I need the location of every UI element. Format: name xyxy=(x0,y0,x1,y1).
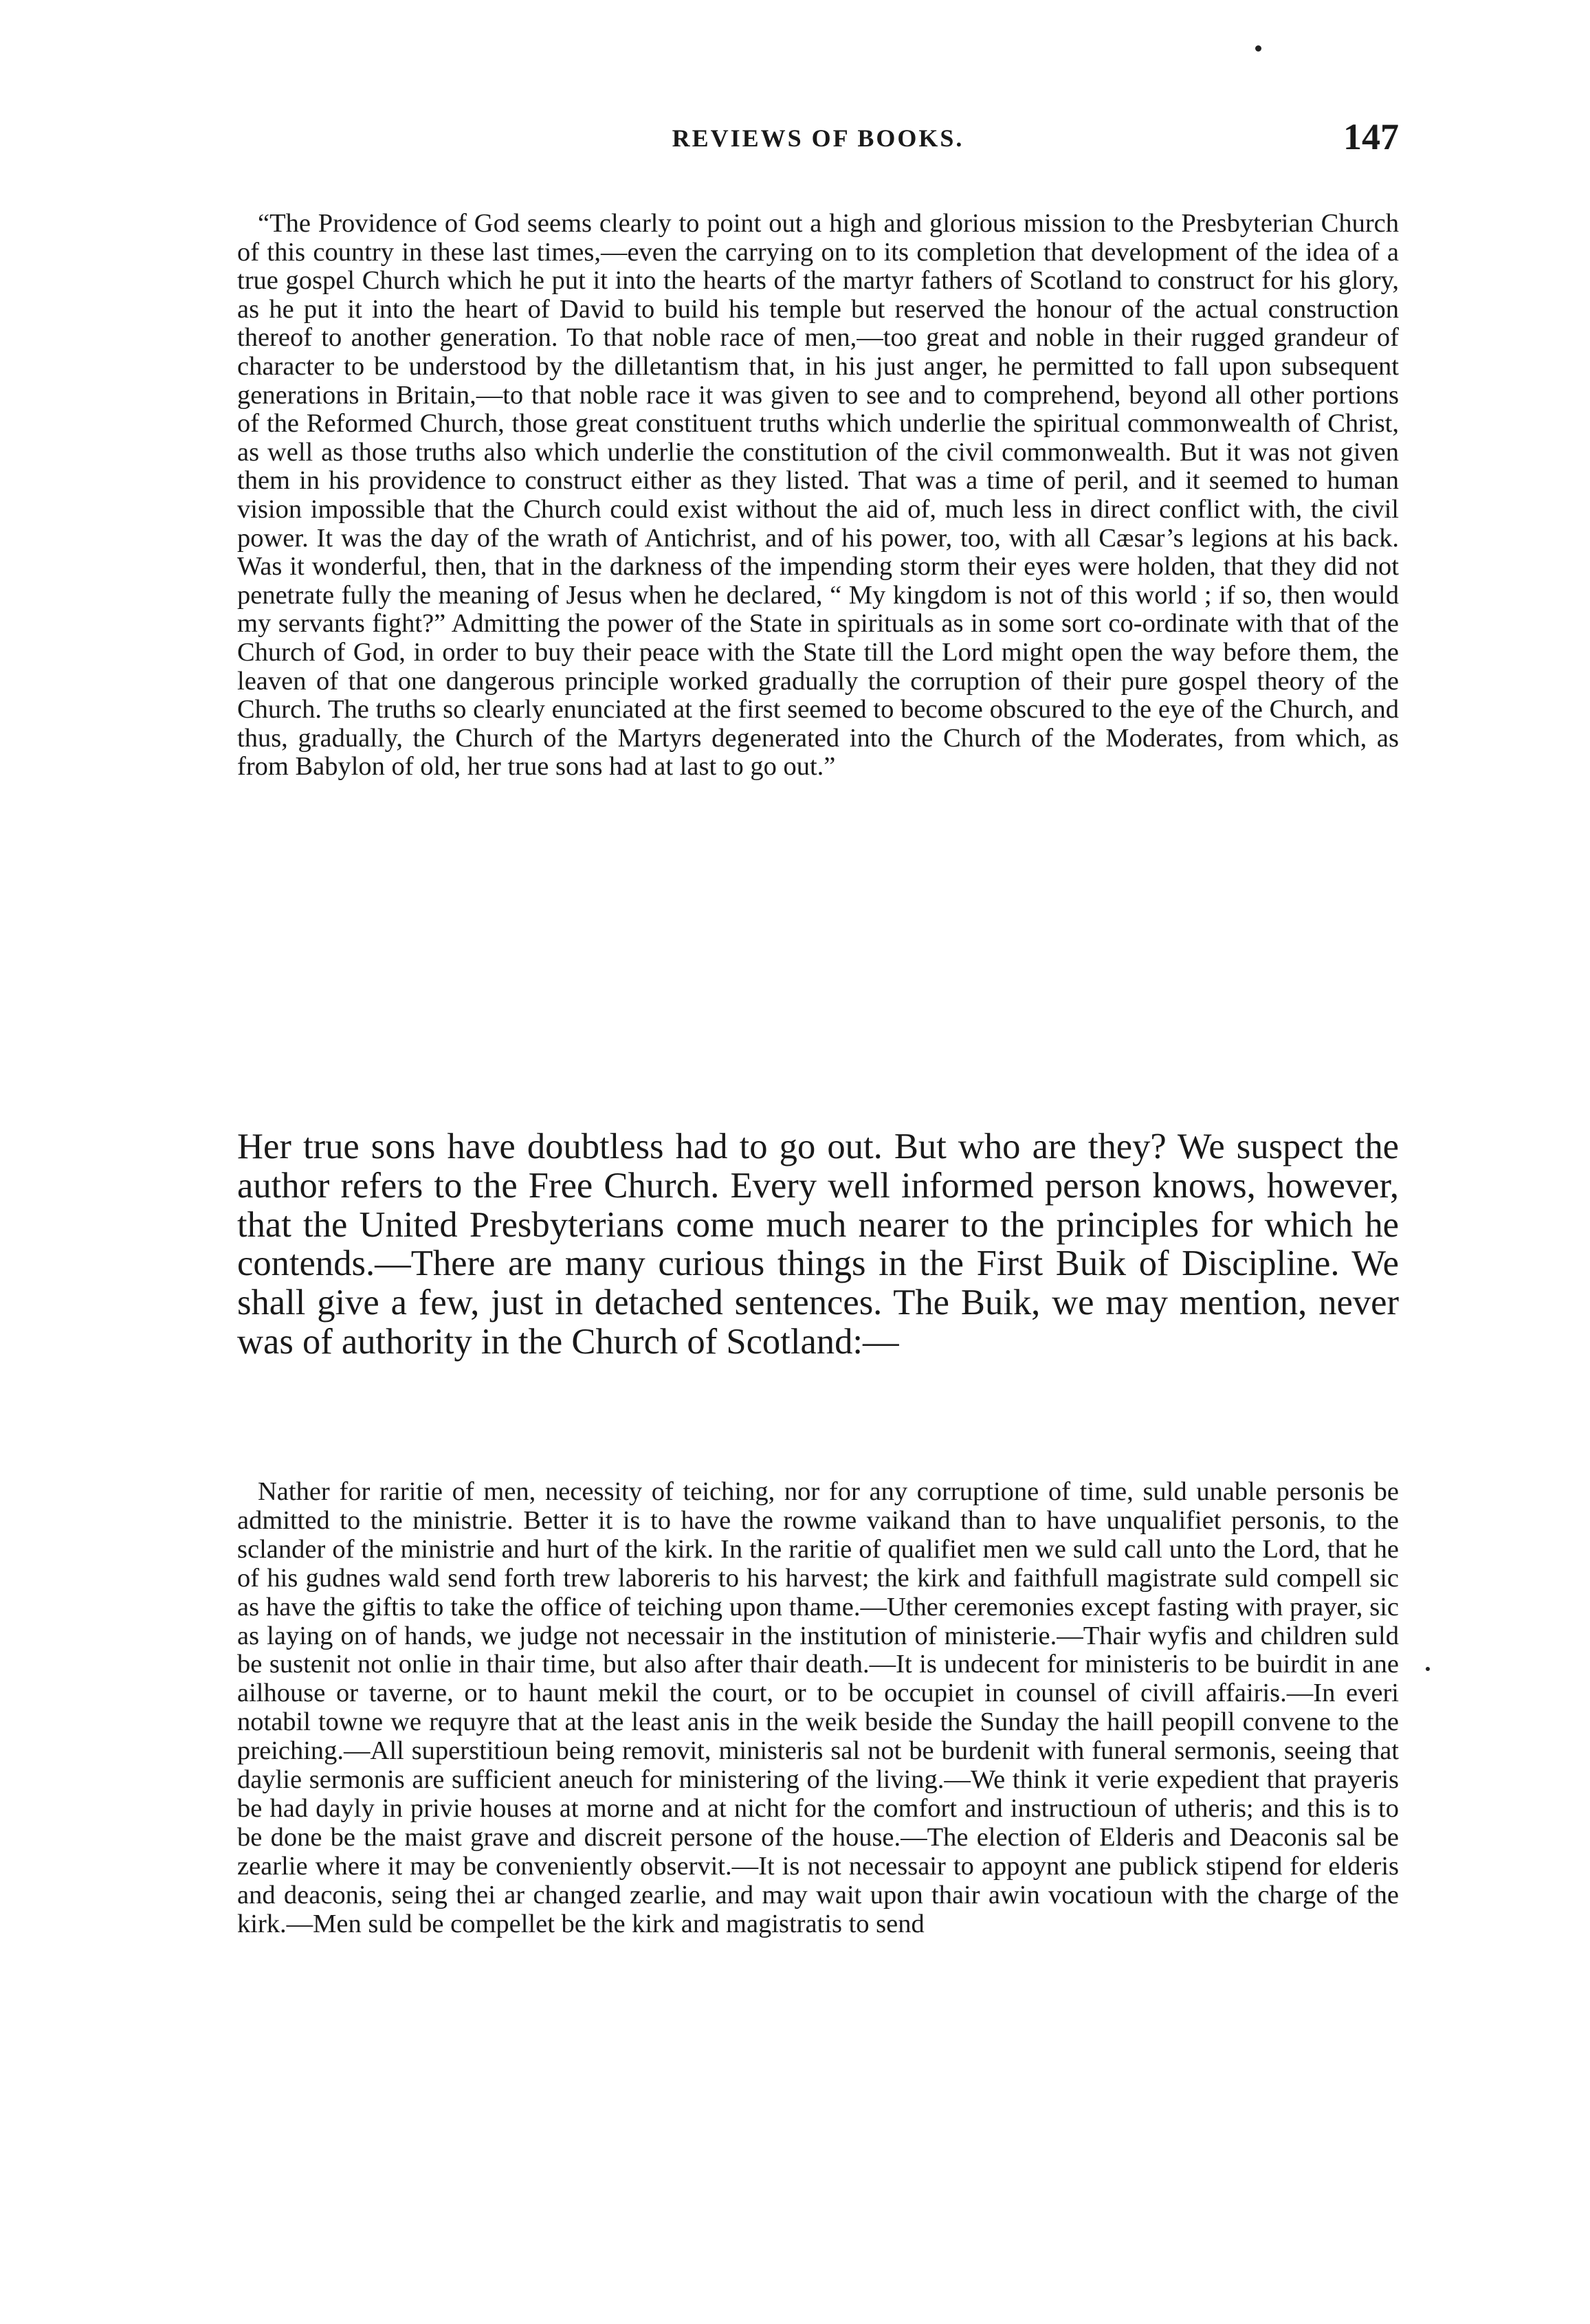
quote-paragraph: “The Providence of God seems clearly to point out a high and glorious mission to the Presbyterian Church of this country in these last times,—even the carrying on to its completion that development of the idea of a true gospel Church which he put it into the hearts of the martyr fathers of Scotland to construct for his glory, as he put it into the heart of David to build his temple but reserved the honour of the actual construction thereof to another generation. To that noble race of men,—too great and noble in their rugged grandeur of character to be understood by the dilletantism that, in his just anger, he permitted to fall upon subsequent generations in Britain,—to that noble race it was given to see and to comprehend, beyond all other portions of the Reformed Church, those great constituent truths which underlie the spiritual commonwealth of Christ, as well as those truths also which underlie the constitution of the civil commonwealth. But it was not given them in his providence to construct either as they listed. That was a time of peril, and it seemed to human vision impossible that the Church could exist without the aid of, much less in direct conflict with, the civil power. It was the day of the wrath of Antichrist, and of his power, too, with all Cæsar’s legions at his back. Was it wonderful, then, that in the darkness of the impending storm their eyes were holden, that they did not penetrate fully the meaning of Jesus when he declared, “ My kingdom is not of this world ; if so, then would my servants fight?” Admitting the power of the State in spirituals as in some sort co-ordinate with that of the Church of God, in order to buy their peace with the State till the Lord might open the way before them, the leaven of that one dangerous principle worked gradually the corruption of their pure gospel theory of the Church. The truths so clearly enunciated at the first seemed to become obscured to the eye of the Church, and thus, gradually, the Church of the Martyrs degenerated into the Church of the Moderates, from which, as from Babylon of old, her true sons had at last to go out.” xyxy=(237,209,1399,782)
buik-of-discipline-excerpt xyxy=(237,1478,1399,1939)
reviewer-commentary xyxy=(237,1127,1399,1362)
commentary-paragraph: Her true sons have doubtless had to go out. But who are they? We suspect the author refers to the Free Church. Every well informed person knows, however, that the United Presbyterians come much nearer to the principles for which he contends.—There are many curious things in the First Buik of Discipline. We shall give a few, just in detached sentences. The Buik, we may mention, never was of authority in the Church of Scotland:— xyxy=(237,1127,1399,1362)
excerpt-paragraph: Nather for raritie of men, necessity of teiching, nor for any corruptione of time, suld unable personis be admitted to the ministrie. Better it is to have the rowme vaikand than to have unqualifiet personis, to the sclander of the ministrie and hurt of the kirk. In the raritie of qualifiet men we suld call unto the Lord, that he of his gudnes wald send forth trew laboreris to his harvest; the kirk and faithfull magistrate suld compell sic as have the giftis to take the office of teiching upon thame.—Uther ceremonies except fasting with prayer, sic as laying on of hands, we judge not necessair in the institution of ministerie.—Thair wyfis and children suld be sustenit not onlie in thair time, but also after thair death.—It is undecent for ministeris to be buirdit in ane ailhouse or taverne, or to haunt mekil the court, or to be occupiet in counsel of civill affairis.—In everi notabil towne we requyre that at the least anis in the weik beside the Sunday the haill peopill convene to the preiching.—All superstitioun being removit, ministeris sal not be burdenit with funeral sermonis, seeing that daylie sermonis are sufficient aneuch for ministering of the living.—We think it verie expedient that prayeris be had dayly in privie houses at morne and at nicht for the comfort and instructioun of utheris; and this is to be done be the maist grave and discreit persone of the house.—The election of Elderis and Deaconis sal be zearlie where it may be conveniently observit.—It is not necessair to appoynt ane publick stipend for elderis and deaconis, seing thei ar changed zearlie, and may wait upon thair awin vocatioun with the charge of the kirk.—Men suld be compellet be the kirk and magistratis to send xyxy=(237,1477,1399,1938)
page-number: 147 xyxy=(1343,116,1399,157)
running-head xyxy=(237,116,1399,165)
ink-speck xyxy=(1255,45,1261,52)
quoted-passage xyxy=(237,210,1399,782)
margin-dot xyxy=(1426,1667,1430,1671)
running-title: REVIEWS OF BOOKS. xyxy=(672,124,964,152)
